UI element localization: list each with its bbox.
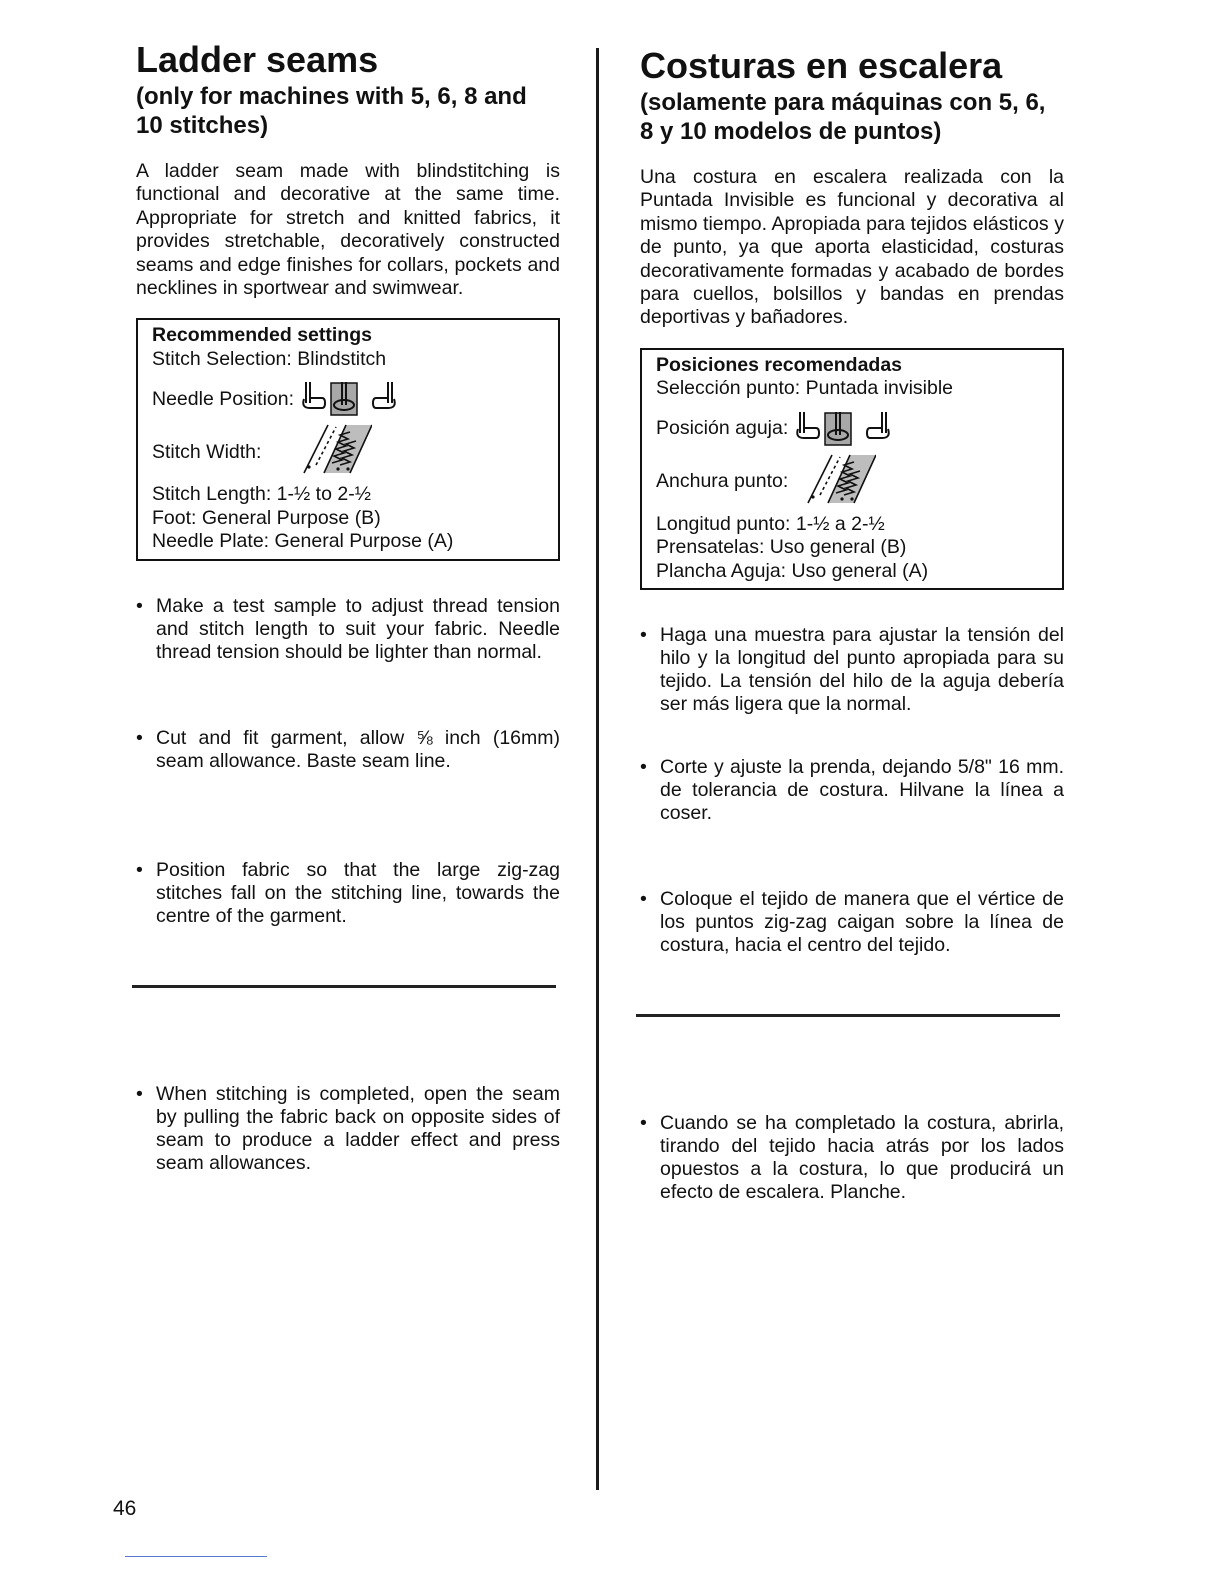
recommended-settings-box [136,318,560,561]
list-item: • Cut and fit garment, allow ⅝ inch (16mm) seam allowance. Baste seam line. [136,727,560,859]
stitch-selection-es: Selección punto: Puntada invisible [656,377,954,400]
foot-setting-es: Prensatelas: Uso general (B) [656,536,907,559]
needle-position-icon [300,379,410,419]
page-title: Ladder seams [136,39,379,80]
list-item: • Coloque el tejido de manera que el vértice de los puntos zig-zag caigan sobre la línea de costura, hacia el centro del tejido. [640,888,1064,1014]
intro-paragraph-es: Una costura en escalera realizada con la Puntada Invisible es funcional y decorativa al mismo tiempo. Apropiada para tejidos elásticos y de punto, ya que aporta elasticidad, costuras decorativamente formadas y acabado de bordes para cuellos, bolsillos y bandas en prendas deportivas y bañadores. [640,166,1064,329]
stitch-width-label-es: Anchura punto: [656,470,789,493]
settings-title-es: Posiciones recomendadas [656,353,903,376]
stitch-length-es: Longitud punto: 1-½ a 2-½ [656,512,885,535]
list-item: • Position fabric so that the large zig-zag stitches fall on the stitching line, towards the centre of the garment. [136,859,560,985]
needle-position-label: Needle Position: [152,387,295,410]
spanish-column [640,38,1064,1204]
list-item: • Cuando se ha completado la costura, abrirla, tirando del tejido hacia atrás por los lados opuestos a la costura, lo que producirá un efecto de escalera. Planche. [640,1112,1064,1204]
footer-line [125,1556,267,1557]
needle-position-icon [794,409,904,449]
foot-setting: Foot: General Purpose (B) [152,506,381,529]
intro-paragraph: A ladder seam made with blindstitching is functional and decorative at the same time. Appropriate for stretch and knitted fabrics, it provides stretchable, decoratively constructed seams and edge finishes for collars, pockets and necklines in sportwear and swimwear. [136,160,560,300]
subtitle-es: (solamente para máquinas con 5, 6, 8 y 10 modelos de puntos) [640,89,1046,145]
stitch-width-icon [302,423,372,482]
english-column [136,38,560,1175]
needle-plate-setting-es: Plancha Aguja: Uso general (A) [656,559,929,582]
stitch-length: Stitch Length: 1-½ to 2-½ [152,483,371,506]
page-title-es: Costuras en escalera [640,45,1003,86]
list-item: • When stitching is completed, open the seam by pulling the fabric back on opposite sides of seam to produce a ladder effect and press seam allowances. [136,1083,560,1175]
list-item: • Corte y ajuste la prenda, dejando 5/8" 16 mm. de tolerancia de costura. Hilvane la línea a coser. [640,756,1064,888]
subtitle: (only for machines with 5, 6, 8 and 10 stitches) [136,83,527,139]
section-rule [636,1014,1060,1017]
page-number: 46 [113,1497,137,1520]
section-rule [132,985,556,988]
needle-plate-setting: Needle Plate: General Purpose (A) [152,530,454,553]
settings-title: Recommended settings [152,324,372,347]
stitch-selection: Stitch Selection: Blindstitch [152,347,387,370]
stitch-width-icon [806,453,876,512]
column-divider [596,48,599,1490]
needle-position-label-es: Posición aguja: [656,417,789,440]
recommended-settings-box-es [640,348,1064,591]
list-item: • Make a test sample to adjust thread tension and stitch length to suit your fabric. Needle thread tension should be lighter than normal. [136,595,560,727]
stitch-width-label: Stitch Width: [152,440,262,463]
list-item: • Haga una muestra para ajustar la tensión del hilo y la longitud del punto apropiada para su tejido. La tensión del hilo de la aguja debería ser más ligera que la normal. [640,624,1064,756]
